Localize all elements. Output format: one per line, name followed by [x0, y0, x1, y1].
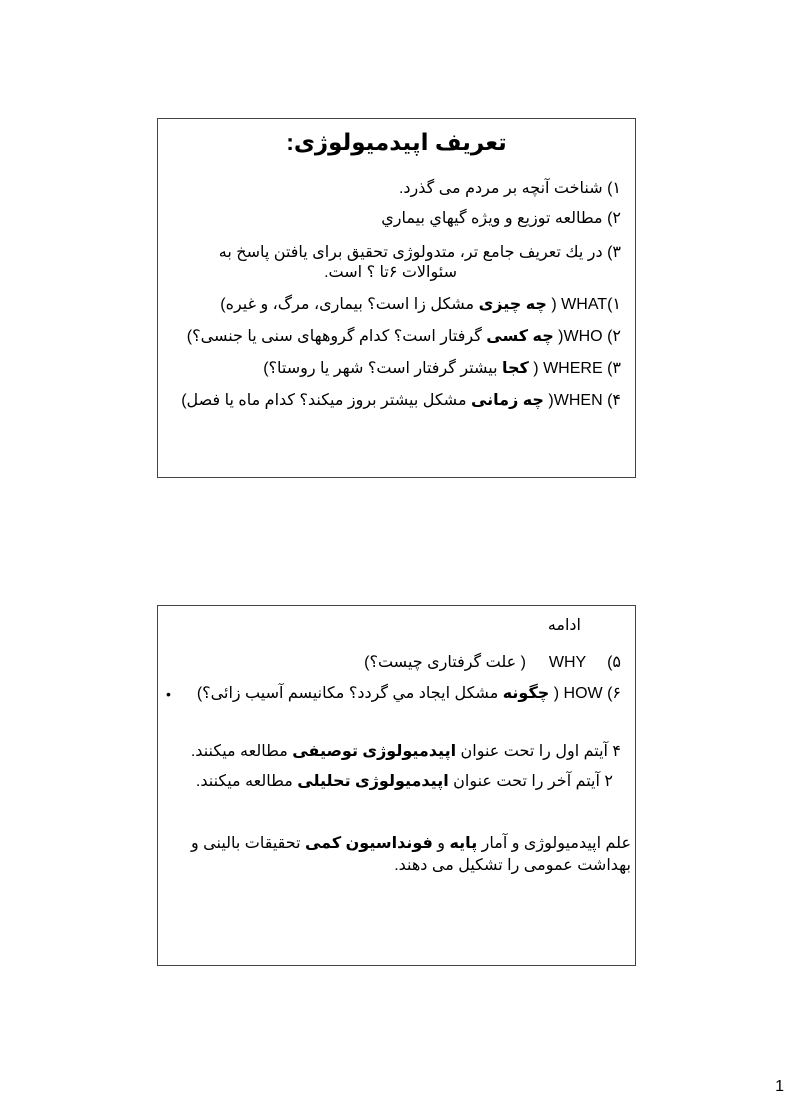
definition-item-2: ۲) مطالعه توزیع و ویژه گیهاي بیماري [381, 210, 621, 227]
page-number: 1 [775, 1078, 784, 1095]
question-text: مشکل ایجاد مي گردد؟ مکانیسم آسیب زائی؟) [196, 685, 503, 702]
question-keyword: چگونه [502, 685, 550, 702]
question-text: مشکل بیشتر بروز میکند؟ کدام ماه یا فصل) [181, 392, 471, 409]
slide-heading: ادامه [547, 617, 581, 634]
question-where [263, 359, 621, 379]
para-text: تحقیقات بالینی و [190, 835, 305, 852]
question-keyword: چه چیزی [478, 296, 547, 313]
question-text: مشکل زا است؟ بیماری، مرگ، و غیره) [220, 296, 479, 313]
question-keyword: چه کسی [486, 328, 554, 345]
paren: ( [553, 328, 564, 345]
question-num: ۵) [607, 654, 621, 671]
note-text: ۲ آیتم آخر را تحت عنوان [448, 773, 613, 790]
question-who [187, 327, 621, 347]
question-num: ۳) WHERE [543, 360, 621, 377]
question-why [364, 653, 621, 673]
summary-paragraph [191, 834, 631, 854]
question-num: ۴) WHEN [553, 392, 621, 409]
question-keyword: کجا [502, 360, 529, 377]
question-text: ( علت گرفتاری چیست؟) [364, 654, 526, 671]
question-what [220, 295, 621, 315]
paren: ( [546, 296, 562, 313]
slide-title: تعریف اپیدمیولوژی: [286, 129, 507, 155]
definition-item-3-cont: سئوالات ۶تا ؟ است. [324, 264, 457, 281]
para-text: و [432, 835, 450, 852]
para-text: علم اپیدمیولوژی و آمار [477, 835, 631, 852]
question-en: WHY [548, 654, 587, 671]
question-text: گرفتار است؟ کدام گروههای سنی یا جنسی؟) [186, 328, 487, 345]
question-keyword: چه زمانی [470, 392, 544, 409]
note-text: مطالعه میکنند. [190, 743, 293, 760]
question-when [181, 391, 621, 411]
note-text: مطالعه میکنند. [195, 773, 298, 790]
question-num: ۲) WHO [563, 328, 621, 345]
paren: ( [549, 685, 564, 702]
para-keyword: فونداسیون کمی [304, 835, 433, 852]
slide-definition [157, 118, 636, 478]
bullet-icon: • [166, 686, 171, 702]
paren: ( [528, 360, 544, 377]
question-text: بیشتر گرفتار است؟ شهر یا روستا؟) [263, 360, 502, 377]
question-num: ۶) [607, 685, 621, 702]
note-text: ۴ آیتم اول را تحت عنوان [456, 743, 621, 760]
definition-item-1: ۱) شناخت آنچه بر مردم می گذرد. [398, 180, 621, 197]
analytic-note [196, 772, 613, 792]
paren: ( [543, 392, 554, 409]
slide-continued [157, 605, 636, 966]
question-num: WHAT(۱ [561, 296, 621, 313]
descriptive-note [191, 742, 621, 762]
note-keyword: اپیدمیولوژی توصیفی [292, 743, 457, 760]
definition-item-3: ۳) در یك تعریف جامع تر، متدولوژی تحقیق برای یافتن پاسخ به [218, 244, 621, 261]
summary-paragraph-line2: بهداشت عمومی را تشکیل می دهند. [394, 857, 631, 874]
question-how [197, 684, 621, 704]
para-keyword: پایه [449, 835, 478, 852]
note-keyword: اپیدمیولوژی تحلیلی [297, 773, 449, 790]
question-en: HOW [563, 685, 603, 702]
